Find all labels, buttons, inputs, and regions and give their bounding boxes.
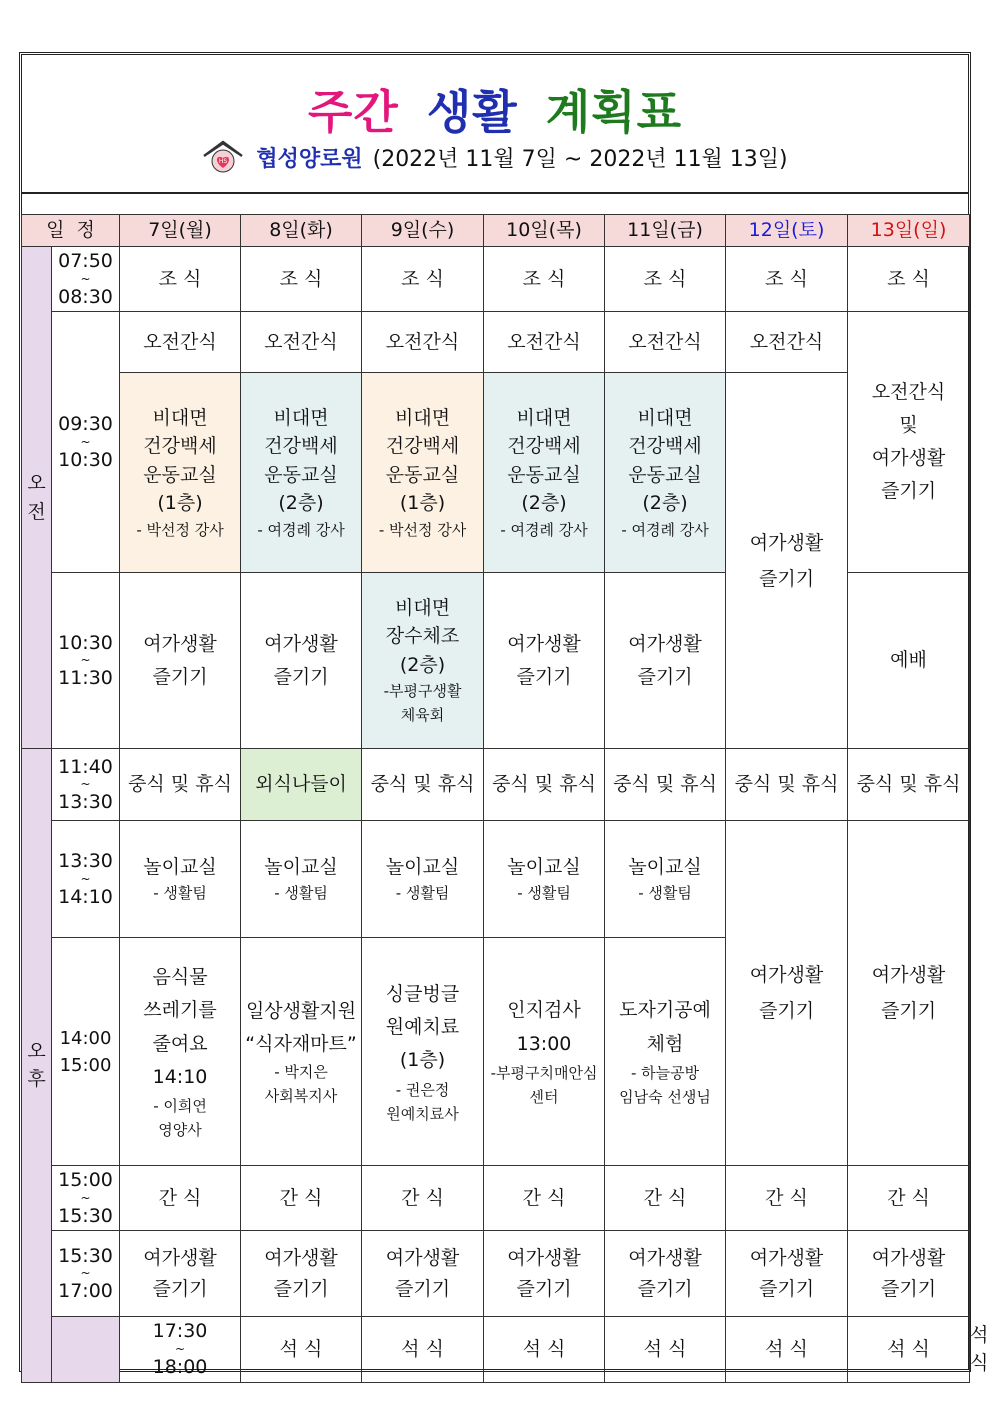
- header-divider: [21, 192, 969, 194]
- title-part3: 계획표: [545, 85, 683, 139]
- snack-cell: 간 식: [605, 1166, 726, 1231]
- lunch-cell: 중식 및 휴식: [848, 749, 970, 821]
- breakfast-cell: 조 식: [120, 247, 241, 312]
- section-am: 오 전: [22, 247, 52, 749]
- sun-leisure-cell: 여가생활 즐기기: [848, 821, 970, 1166]
- dinner-cell: 석 식: [362, 1317, 484, 1382]
- dinner-cell: 석 식: [484, 1317, 605, 1382]
- page-title: [21, 76, 969, 142]
- lunch-cell: 중식 및 휴식: [726, 749, 848, 821]
- program-cell-fri: 도자기공예 체험 - 하늘공방 임남숙 선생님: [605, 938, 726, 1166]
- day-header-tue: 8일(화): [241, 215, 362, 247]
- table-row: [22, 821, 970, 938]
- org-name: 협성양로원: [256, 147, 363, 172]
- header: [21, 54, 969, 194]
- lunch-cell: 중식 및 휴식: [605, 749, 726, 821]
- morning-snack-cell: 오전간식: [605, 312, 726, 373]
- dinner-cell: 석 식: [605, 1317, 726, 1382]
- time-cell: 13:30 ~ 14:10: [52, 821, 120, 938]
- time-cell: 14:00 15:00: [52, 938, 120, 1166]
- time-cell: 15:00 ~ 15:30: [52, 1166, 120, 1231]
- title-part1: 주간: [307, 85, 399, 139]
- time-cell: 17:30 ~ 18:00: [120, 1317, 241, 1382]
- svg-text:HS: HS: [219, 158, 228, 165]
- program-cell-wed: 싱글벙글 원예치료 (1층) - 권은정 원예치료사: [362, 938, 484, 1166]
- worship-cell: 예배: [848, 573, 970, 749]
- day-header-fri: 11일(금): [605, 215, 726, 247]
- program-cell-tue: 일상생활지원 “식자재마트” - 박지은 사회복지사: [241, 938, 362, 1166]
- table-row: [22, 247, 970, 312]
- title-part2: 생활: [426, 85, 518, 139]
- subtitle: [21, 140, 969, 180]
- day-header-wed: 9일(수): [362, 215, 484, 247]
- table-row: [22, 749, 970, 821]
- table-row: [22, 1231, 970, 1317]
- outing-cell: 외식나들이: [241, 749, 362, 821]
- leisure-cell: 여가생활 즐기기: [848, 1231, 970, 1317]
- leisure-cell: 여가생활 즐기기: [726, 1231, 848, 1317]
- leisure-cell: 여가생활 즐기기: [605, 1231, 726, 1317]
- snack-cell: 간 식: [848, 1166, 970, 1231]
- leisure-cell: 여가생활 즐기기: [241, 1231, 362, 1317]
- schedule-table: [21, 214, 989, 1383]
- sat-leisure-cell: 여가생활 즐기기: [726, 373, 848, 749]
- exercise-cell-fri: 비대면 건강백세 운동교실 (2층) - 여경례 강사: [605, 373, 726, 573]
- snack-cell: 간 식: [120, 1166, 241, 1231]
- leisure-cell: 여가생활 즐기기: [120, 573, 241, 749]
- table-row: 17:30 ~ 18:00 석 식 석 식 석 식 석 식 석 식 석 식 석 식: [22, 1317, 970, 1382]
- program-cell-mon: 음식물 쓰레기를 줄여요 14:10 - 이희연 영양사: [120, 938, 241, 1166]
- leisure-cell: 여가생활 즐기기: [605, 573, 726, 749]
- leisure-cell: 여가생활 즐기기: [484, 573, 605, 749]
- sat-leisure-cell: 여가생활 즐기기: [726, 821, 848, 1166]
- exercise-cell-thu: 비대면 건강백세 운동교실 (2층) - 여경례 강사: [484, 373, 605, 573]
- morning-snack-cell: 오전간식: [120, 312, 241, 373]
- breakfast-cell: 조 식: [484, 247, 605, 312]
- period: (2022년 11월 7일 ~ 2022년 11월 13일): [372, 147, 788, 172]
- dinner-cell: 석 식: [726, 1317, 848, 1382]
- snack-cell: 간 식: [362, 1166, 484, 1231]
- play-cell: 놀이교실 - 생활팀: [120, 821, 241, 938]
- day-header-sun: 13일(일): [848, 215, 970, 247]
- morning-snack-cell: 오전간식: [484, 312, 605, 373]
- time-cell: 07:50 ~ 08:30: [52, 247, 120, 312]
- exercise-cell-tue: 비대면 건강백세 운동교실 (2층) - 여경례 강사: [241, 373, 362, 573]
- morning-snack-cell: 오전간식: [726, 312, 848, 373]
- breakfast-cell: 조 식: [605, 247, 726, 312]
- play-cell: 놀이교실 - 생활팀: [605, 821, 726, 938]
- breakfast-cell: 조 식: [362, 247, 484, 312]
- snack-cell: 간 식: [241, 1166, 362, 1231]
- exercise-cell-mon: 비대면 건강백세 운동교실 (1층) - 박선정 강사: [120, 373, 241, 573]
- play-cell: 놀이교실 - 생활팀: [484, 821, 605, 938]
- sun-morning-cell: 오전간식 및 여가생활 즐기기: [848, 312, 970, 573]
- leisure-cell: 여가생활 즐기기: [120, 1231, 241, 1317]
- time-cell: 15:30 ~ 17:00: [52, 1231, 120, 1317]
- morning-snack-cell: 오전간식: [241, 312, 362, 373]
- breakfast-cell: 조 식: [726, 247, 848, 312]
- header-row: [22, 215, 970, 247]
- leisure-cell: 여가생활 즐기기: [484, 1231, 605, 1317]
- table-row: [22, 373, 970, 573]
- exercise-cell-wed: 비대면 건강백세 운동교실 (1층) - 박선정 강사: [362, 373, 484, 573]
- table-row: [22, 312, 970, 373]
- section-pm: 오 후: [22, 749, 52, 1382]
- house-heart-logo-icon: [202, 140, 244, 180]
- breakfast-cell: 조 식: [241, 247, 362, 312]
- day-header-mon: 7일(월): [120, 215, 241, 247]
- table-row: [22, 1166, 970, 1231]
- snack-cell: 간 식: [726, 1166, 848, 1231]
- leisure-cell: 여가생활 즐기기: [241, 573, 362, 749]
- day-header-thu: 10일(목): [484, 215, 605, 247]
- lunch-cell: 중식 및 휴식: [484, 749, 605, 821]
- lunch-cell: 중식 및 휴식: [120, 749, 241, 821]
- play-cell: 놀이교실 - 생활팀: [241, 821, 362, 938]
- snack-cell: 간 식: [484, 1166, 605, 1231]
- program-cell-thu: 인지검사 13:00 -부평구치매안심 센터: [484, 938, 605, 1166]
- morning-snack-cell: 오전간식: [362, 312, 484, 373]
- longevity-cell: 비대면 장수체조 (2층) -부평구생활 체육회: [362, 573, 484, 749]
- dinner-cell: 석 식: [241, 1317, 362, 1382]
- day-header-sat: 12일(토): [726, 215, 848, 247]
- breakfast-cell: 조 식: [848, 247, 970, 312]
- schedule-header: 일 정: [22, 215, 120, 247]
- time-cell: 11:40 ~ 13:30: [52, 749, 120, 821]
- time-cell: 10:30 ~ 11:30: [52, 573, 120, 749]
- play-cell: 놀이교실 - 생활팀: [362, 821, 484, 938]
- dinner-cell: 석 식: [848, 1317, 970, 1382]
- lunch-cell: 중식 및 휴식: [362, 749, 484, 821]
- section-pm-end: [52, 1317, 120, 1382]
- leisure-cell: 여가생활 즐기기: [362, 1231, 484, 1317]
- time-cell: 09:30 ~ 10:30: [52, 312, 120, 573]
